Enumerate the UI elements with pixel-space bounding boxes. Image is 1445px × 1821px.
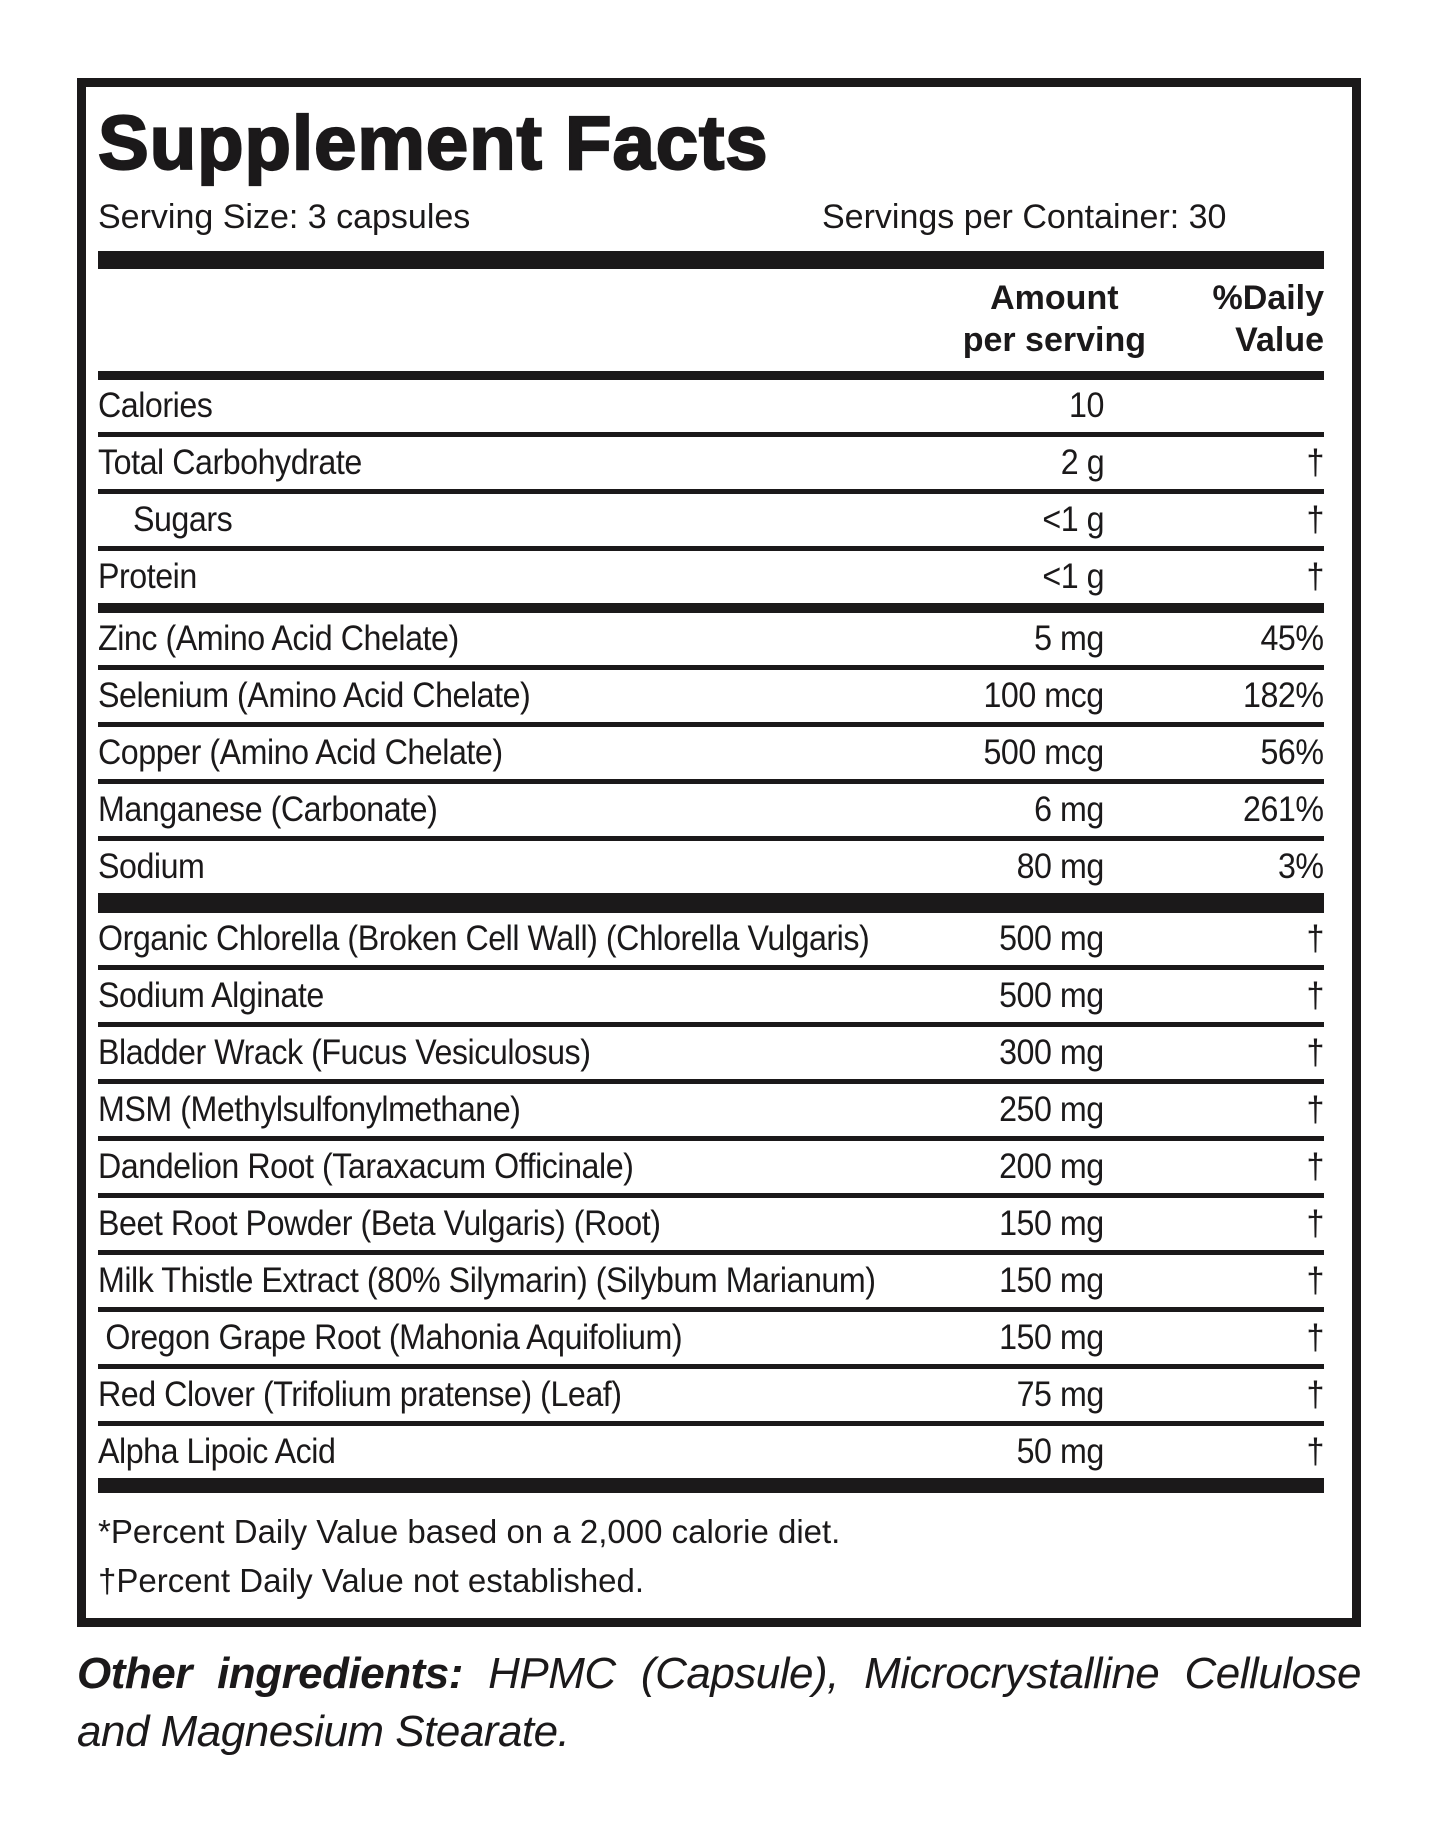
column-header-amount-line2: per serving — [962, 321, 1146, 359]
ingredient-amount: 150 mg — [999, 1318, 1104, 1357]
table-row-zinc — [98, 613, 1324, 670]
ingredient-amount: 500 mcg — [983, 733, 1104, 772]
ingredient-dv: 182% — [1243, 676, 1324, 715]
ingredient-amount: 250 mg — [999, 1090, 1104, 1129]
other-ingredients-paragraph — [77, 1645, 1361, 1761]
ingredient-amount: 50 mg — [1016, 1432, 1104, 1471]
ingredient-amount: 100 mcg — [983, 676, 1104, 715]
ingredient-dv: † — [1306, 1432, 1324, 1471]
ingredient-name: Red Clover (Trifolium pratense) (Leaf) — [98, 1375, 622, 1414]
ingredient-dv: † — [1306, 1375, 1324, 1414]
ingredient-amount: 2 g — [1060, 443, 1104, 482]
ingredient-amount: 150 mg — [999, 1204, 1104, 1243]
column-header-amount — [963, 277, 1146, 361]
ingredient-amount: 5 mg — [1034, 619, 1104, 658]
ingredient-amount: 10 — [1069, 386, 1104, 425]
footnotes — [98, 1493, 1324, 1605]
ingredient-name: MSM (Methylsulfonylmethane) — [98, 1090, 521, 1129]
ingredient-name: Alpha Lipoic Acid — [98, 1432, 336, 1471]
ingredient-amount: <1 g — [1042, 500, 1104, 539]
ingredient-name: Protein — [98, 557, 197, 596]
ingredient-dv: † — [1306, 557, 1324, 596]
ingredient-dv: † — [1306, 1090, 1324, 1129]
ingredient-amount: 75 mg — [1016, 1375, 1104, 1414]
ingredient-name: Dandelion Root (Taraxacum Officinale) — [98, 1147, 634, 1186]
ingredient-name: Zinc (Amino Acid Chelate) — [98, 619, 459, 658]
column-header-amount-line1: Amount — [990, 279, 1119, 317]
ingredient-dv: † — [1306, 500, 1324, 539]
table-row-copper — [98, 727, 1324, 784]
column-header-dv-line1: %Daily — [1212, 279, 1324, 317]
table-row-milk-thistle — [98, 1255, 1324, 1312]
footnote-dagger: †Percent Daily Value not established. — [98, 1562, 645, 1599]
column-header-dv — [1213, 277, 1325, 361]
label-title: Supplement Facts — [98, 101, 769, 186]
ingredient-name: Sugars — [132, 500, 233, 539]
table-row-sodium-alginate — [98, 970, 1324, 1027]
table-row-sugars — [98, 494, 1324, 551]
other-ingredients-lead: Other ingredients: — [77, 1649, 463, 1698]
ingredient-name: Beet Root Powder (Beta Vulgaris) (Root) — [98, 1204, 661, 1243]
ingredient-dv: † — [1306, 919, 1324, 958]
ingredient-name: Milk Thistle Extract (80% Silymarin) (Silybum Marianum) — [98, 1261, 876, 1300]
table-row-manganese — [98, 784, 1324, 841]
footnote-asterisk: *Percent Daily Value based on a 2,000 calorie diet. — [98, 1513, 841, 1550]
column-header-row — [98, 269, 1324, 371]
ingredient-name: Total Carbohydrate — [98, 443, 362, 482]
table-row-dandelion-root — [98, 1141, 1324, 1198]
servings-per-container-text: Servings per Container: 30 — [822, 198, 1227, 236]
ingredient-amount: 80 mg — [1016, 847, 1104, 886]
table-row-beet-root-powder — [98, 1198, 1324, 1255]
ingredient-name: Organic Chlorella (Broken Cell Wall) (Chlorella Vulgaris) — [98, 919, 870, 958]
ingredient-dv: 261% — [1243, 790, 1324, 829]
ingredient-amount: 500 mg — [999, 976, 1104, 1015]
ingredient-amount: 300 mg — [999, 1033, 1104, 1072]
ingredient-amount: 200 mg — [999, 1147, 1104, 1186]
ingredient-name: Calories — [98, 386, 213, 425]
ingredient-name: Oregon Grape Root (Mahonia Aquifolium) — [105, 1318, 683, 1357]
ingredient-dv: 56% — [1260, 733, 1324, 772]
serving-size-text: Serving Size: 3 capsules — [98, 198, 471, 236]
table-row-red-clover — [98, 1369, 1324, 1426]
table-row-protein — [98, 551, 1324, 613]
table-row-bladder-wrack — [98, 1027, 1324, 1084]
column-header-dv-line2: Value — [1235, 321, 1324, 359]
table-row-oregon-grape-root — [98, 1312, 1324, 1369]
ingredient-dv: † — [1306, 976, 1324, 1015]
table-row-total-carbohydrate — [98, 437, 1324, 494]
ingredient-name: Bladder Wrack (Fucus Vesiculosus) — [98, 1033, 591, 1072]
ingredient-name: Sodium Alginate — [98, 976, 324, 1015]
ingredient-dv: † — [1306, 443, 1324, 482]
ingredient-dv: † — [1306, 1204, 1324, 1243]
other-ingredients-text: HPMC (Capsule), Microcrystalline Cellulose and Magnesium Stearate. — [77, 1649, 1362, 1756]
table-row-alpha-lipoic-acid — [98, 1426, 1324, 1493]
table-row-organic-chlorella — [98, 913, 1324, 970]
ingredient-name: Sodium — [98, 847, 205, 886]
serving-info-row — [98, 191, 1324, 243]
ingredient-amount: <1 g — [1042, 557, 1104, 596]
ingredient-dv: † — [1306, 1318, 1324, 1357]
ingredient-name: Selenium (Amino Acid Chelate) — [98, 676, 531, 715]
table-row-calories — [98, 380, 1324, 437]
ingredient-amount: 500 mg — [999, 919, 1104, 958]
ingredient-dv: 3% — [1278, 847, 1324, 886]
ingredient-amount: 150 mg — [999, 1261, 1104, 1300]
ingredient-dv: † — [1306, 1261, 1324, 1300]
table-row-sodium — [98, 841, 1324, 913]
label-inner — [86, 87, 1352, 1605]
table-row-msm — [98, 1084, 1324, 1141]
ingredient-name: Copper (Amino Acid Chelate) — [98, 733, 503, 772]
table-row-selenium — [98, 670, 1324, 727]
ingredient-dv: 45% — [1260, 619, 1324, 658]
section-divider-thick — [98, 251, 1324, 269]
ingredient-name: Manganese (Carbonate) — [98, 790, 438, 829]
section-divider-medium — [98, 371, 1324, 380]
ingredient-dv: † — [1306, 1147, 1324, 1186]
supplement-facts-label — [77, 78, 1361, 1627]
ingredient-dv: † — [1306, 1033, 1324, 1072]
ingredient-amount: 6 mg — [1034, 790, 1104, 829]
